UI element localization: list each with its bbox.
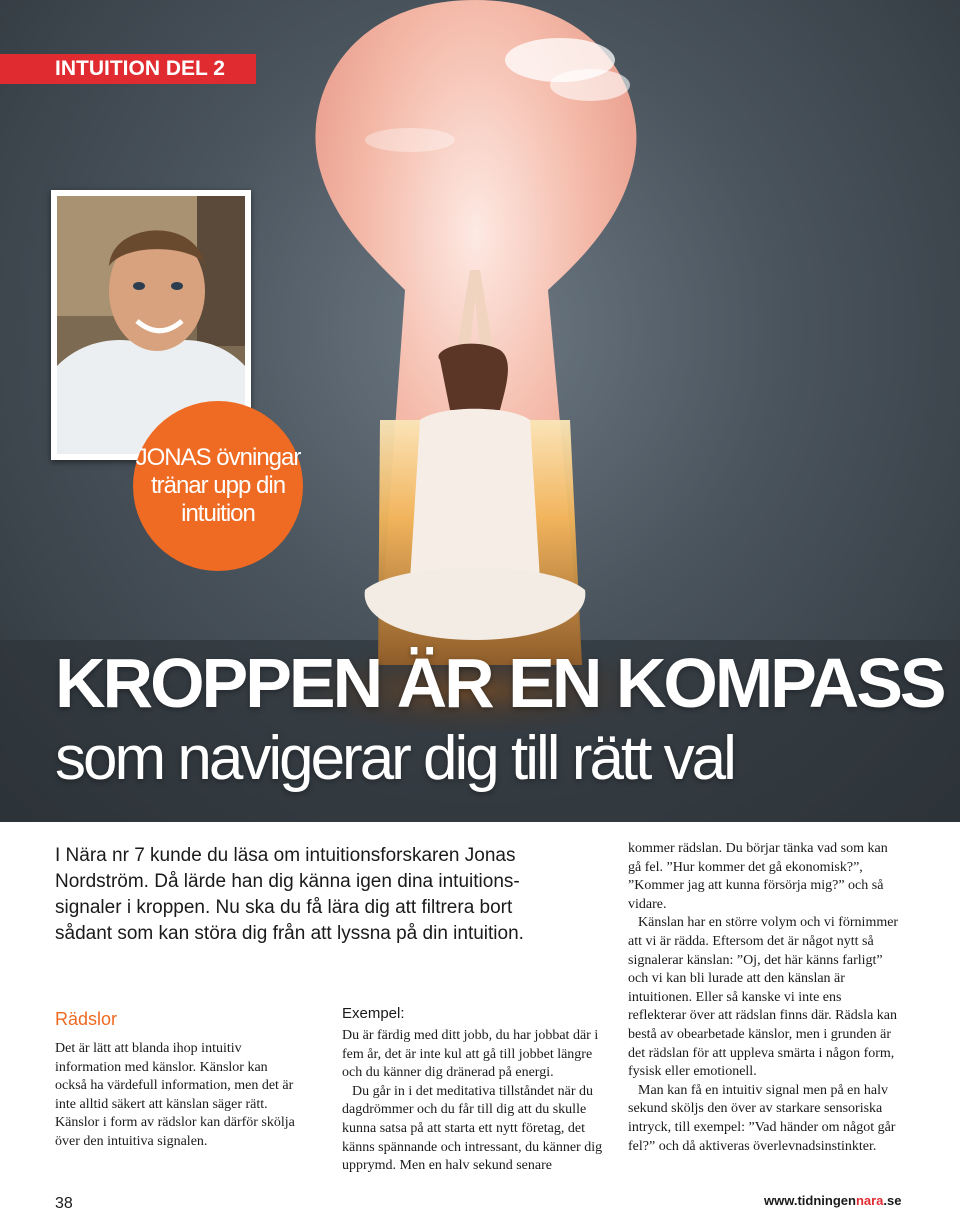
- column-2: [342, 1027, 607, 1176]
- col2-heading: Exempel:: [342, 1005, 405, 1022]
- badge-line-1: JONAS övningar: [135, 444, 301, 471]
- section-tag: INTUITION DEL 2: [0, 54, 256, 84]
- col1-paragraph-1: Det är lätt att blanda ihop intuitiv information med känslor. Känslor kan också ha värdefull information, men det är inte alltid säkert att känslan säger rätt. Känslor i form av rädslor kan därför skölja över den intuitiva signalen.: [55, 1041, 295, 1149]
- site-accent: nara: [855, 1193, 884, 1208]
- col2-paragraph-2: Du går in i det meditativa tillståndet när du dagdrömmer och du får till dig att du skulle kunna satsa på att starta ett nytt företag, det känns spännande och intressant, du känner dig upprymd. Men en halv sekund senare: [342, 1083, 603, 1174]
- badge-line-3: intuition: [181, 500, 255, 527]
- col3-paragraph-2: Känslan har en större volym och vi förnimmer att vi är rädda. Eftersom det är något nytt så signalerar känslan: ”Oj, det här känns farligt” och vi kan bli lurade att den känslan är intuitionen. Eller så kanske vi inte ens reflekterar över att rädslan finns där. Rädsla kan bestå av obearbetade känslor, men i grunden är det rädslan för att uppleva smärta i någon form, fysisk eller emotionell.: [628, 915, 899, 1080]
- badge-line-2: tränar upp din: [150, 472, 286, 499]
- col1-heading: Rädslor: [55, 1009, 118, 1029]
- site-prefix: www.tidningen: [764, 1193, 856, 1208]
- page-number: 38: [55, 1195, 73, 1212]
- col3-paragraph-3: Man kan få en intuitiv signal men på en halv sekund sköljs den över av starkare sensoriska intryck, till exempel: ”Vad händer om något går fel?” och då aktiveras överlevnadsinstinkter.: [628, 1082, 896, 1154]
- col2-paragraph-1: Du är färdig med ditt jobb, du har jobbat där i fem år, det är inte kul att gå till jobbet längre och du känner dig dränerad på energi.: [342, 1028, 599, 1081]
- site-suffix: .se: [883, 1193, 902, 1208]
- headline-main: KROPPEN ÄR EN KOMPASS: [55, 644, 944, 722]
- column-1: [55, 1040, 300, 1152]
- headline-sub: som navigerar dig till rätt val: [55, 724, 734, 793]
- lead-paragraph: I Nära nr 7 kunde du läsa om intuitionsforskaren Jonas Nordström. Då lärde han dig känna igen dina intuitions-signaler i kroppen. Nu ska du få lära dig att filtrera bort sådant som kan störa dig från att lyssna på din intuition.: [55, 845, 524, 944]
- column-3: [628, 840, 903, 1156]
- website-link[interactable]: [764, 1193, 902, 1208]
- col3-paragraph-1: kommer rädslan. Du börjar tänka vad som kan gå fel. ”Hur kommer det gå ekonomisk?”, ”Kommer jag att kunna försörja mig?” och så vidare.: [628, 841, 888, 912]
- teaser-badge: [133, 401, 303, 571]
- headline: [55, 643, 944, 795]
